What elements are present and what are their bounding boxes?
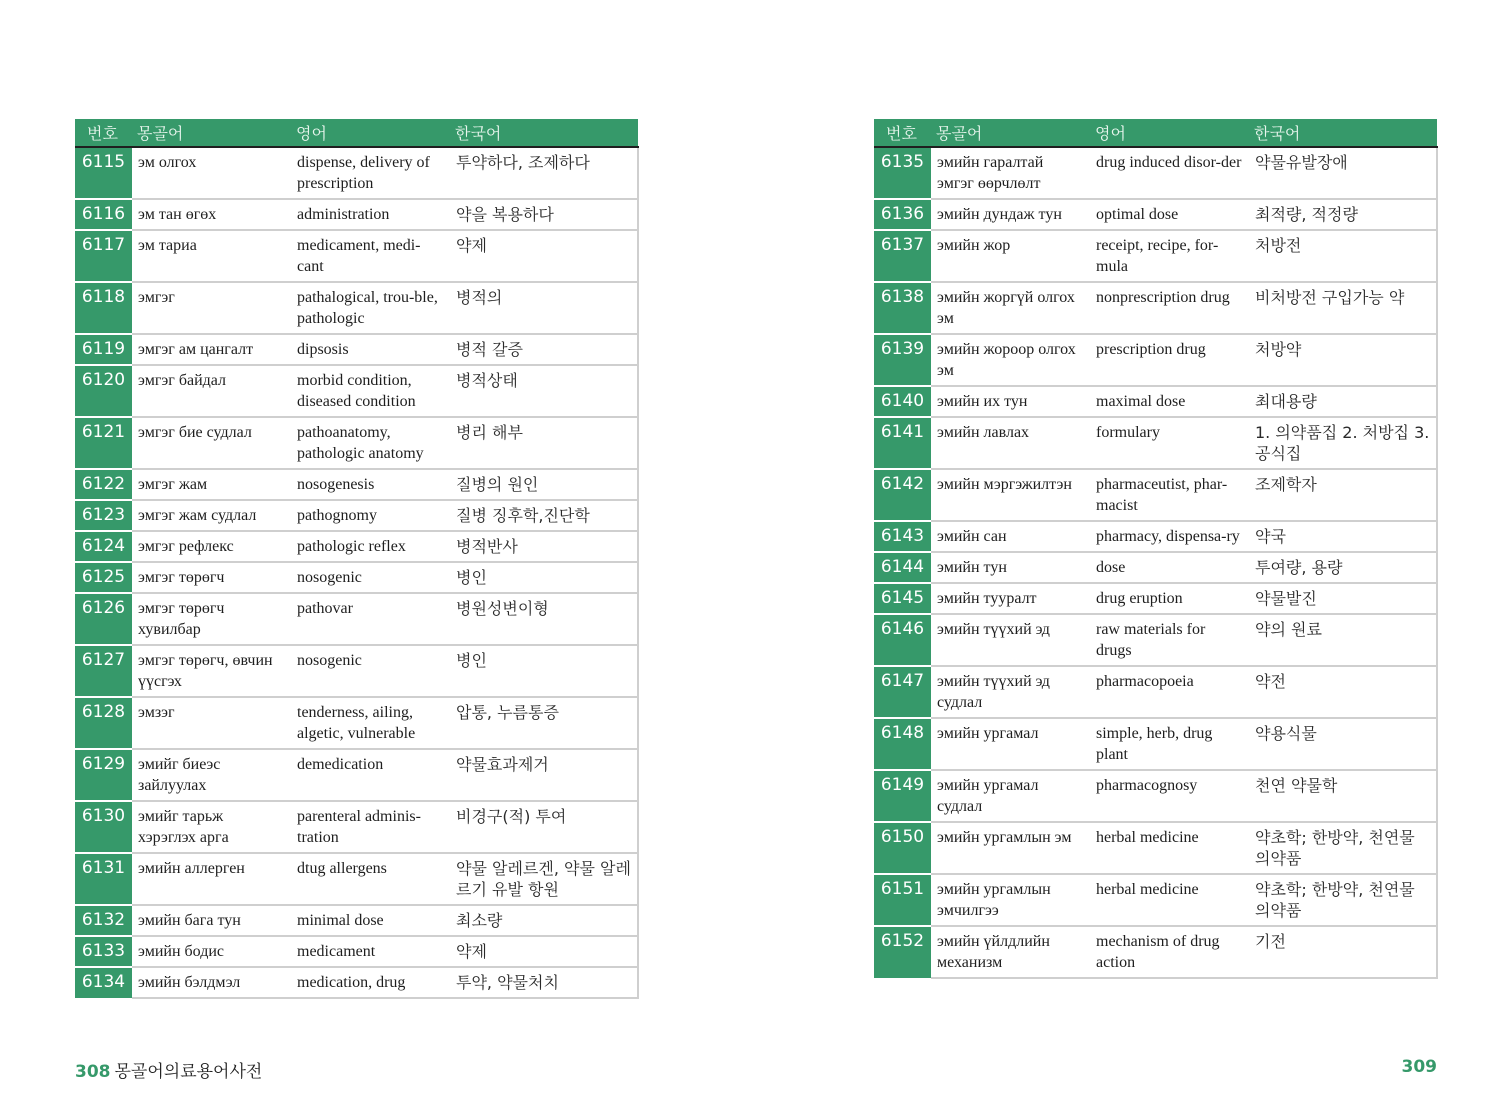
entry-number: 6129 (75, 749, 132, 801)
korean-term: 처방전 (1249, 230, 1437, 282)
table-row (874, 417, 1437, 469)
korean-term: 최소량 (450, 905, 638, 936)
entry-number: 6133 (75, 936, 132, 967)
korean-term: 비경구(적) 투여 (450, 801, 638, 853)
mongolian-term: эм тариа (132, 230, 291, 282)
mongolian-term: эмийн тууралт (931, 583, 1090, 614)
english-term: pathalogical, trou-ble, pathologic (291, 282, 450, 334)
right-dictionary-table (874, 119, 1438, 979)
table-row (874, 334, 1437, 386)
entry-number: 6126 (75, 593, 132, 645)
english-term: pharmacopoeia (1090, 666, 1249, 718)
entry-number: 6152 (874, 926, 931, 978)
english-term: pathovar (291, 593, 450, 645)
english-term: mechanism of drug action (1090, 926, 1249, 978)
mongolian-term: эмийн аллерген (132, 853, 291, 905)
korean-term: 압통, 누름통증 (450, 697, 638, 749)
korean-term: 약국 (1249, 521, 1437, 552)
english-term: nosogenesis (291, 469, 450, 500)
table-header-row (75, 119, 638, 147)
korean-term: 병적의 (450, 282, 638, 334)
entry-number: 6132 (75, 905, 132, 936)
english-term: demedication (291, 749, 450, 801)
mongolian-term: эмийн ургамал судлал (931, 770, 1090, 822)
korean-term: 약제 (450, 230, 638, 282)
table-row (75, 905, 638, 936)
table-row (75, 417, 638, 469)
english-term: parenteral adminis-tration (291, 801, 450, 853)
korean-term: 약전 (1249, 666, 1437, 718)
english-term: formulary (1090, 417, 1249, 469)
entry-number: 6144 (874, 552, 931, 583)
english-term: prescription drug (1090, 334, 1249, 386)
english-term: pharmacognosy (1090, 770, 1249, 822)
header-english: 영어 (291, 119, 450, 147)
table-row (75, 593, 638, 645)
english-term: pharmaceutist, phar-macist (1090, 469, 1249, 521)
korean-term: 투약하다, 조제하다 (450, 147, 638, 199)
page-number-left: 308 (75, 1062, 111, 1082)
mongolian-term: эмгэг төрөгч хувилбар (132, 593, 291, 645)
header-number: 번호 (874, 119, 931, 147)
korean-term: 투약, 약물처치 (450, 967, 638, 998)
table-row (874, 718, 1437, 770)
table-row (874, 469, 1437, 521)
mongolian-term: эмгэг жам (132, 469, 291, 500)
table-row (75, 147, 638, 199)
mongolian-term: эмийн ургамлын эм (931, 822, 1090, 874)
table-row (75, 282, 638, 334)
english-term: raw materials for drugs (1090, 614, 1249, 666)
entry-number: 6119 (75, 334, 132, 365)
korean-term: 약초학; 한방약, 천연물 의약품 (1249, 822, 1437, 874)
english-term: pathologic reflex (291, 531, 450, 562)
english-term: optimal dose (1090, 199, 1249, 230)
table-row (75, 562, 638, 593)
entry-number: 6149 (874, 770, 931, 822)
mongolian-term: эмийн жороор олгох эм (931, 334, 1090, 386)
table-row (75, 531, 638, 562)
entry-number: 6139 (874, 334, 931, 386)
table-row (75, 199, 638, 230)
english-term: morbid condition, diseased condition (291, 365, 450, 417)
table-row (75, 500, 638, 531)
korean-term: 병리 해부 (450, 417, 638, 469)
table-row (75, 697, 638, 749)
table-row (75, 365, 638, 417)
table-row (874, 230, 1437, 282)
entry-number: 6151 (874, 874, 931, 926)
entry-number: 6116 (75, 199, 132, 230)
mongolian-term: эмгэг төрөгч, өвчин үүсгэх (132, 645, 291, 697)
entry-number: 6130 (75, 801, 132, 853)
mongolian-term: эмийг биеэс зайлуулах (132, 749, 291, 801)
mongolian-term: эмгэг байдал (132, 365, 291, 417)
mongolian-term: эмийн лавлах (931, 417, 1090, 469)
table-row (75, 967, 638, 998)
header-korean: 한국어 (450, 119, 638, 147)
mongolian-term: эм тан өгөх (132, 199, 291, 230)
table-row (874, 614, 1437, 666)
mongolian-term: эмийн үйлдлийн механизм (931, 926, 1090, 978)
header-mongolian: 몽골어 (132, 119, 291, 147)
entry-number: 6123 (75, 500, 132, 531)
header-english: 영어 (1090, 119, 1249, 147)
mongolian-term: эмийн бодис (132, 936, 291, 967)
korean-term: 약용식물 (1249, 718, 1437, 770)
table-row (75, 334, 638, 365)
entry-number: 6124 (75, 531, 132, 562)
entry-number: 6121 (75, 417, 132, 469)
korean-term: 약물효과제거 (450, 749, 638, 801)
english-term: simple, herb, drug plant (1090, 718, 1249, 770)
entry-number: 6128 (75, 697, 132, 749)
korean-term: 질병의 원인 (450, 469, 638, 500)
korean-term: 약의 원료 (1249, 614, 1437, 666)
table-row (75, 853, 638, 905)
entry-number: 6147 (874, 666, 931, 718)
korean-term: 천연 약물학 (1249, 770, 1437, 822)
entry-number: 6117 (75, 230, 132, 282)
table-row (75, 749, 638, 801)
korean-term: 병인 (450, 562, 638, 593)
korean-term: 최적량, 적정량 (1249, 199, 1437, 230)
mongolian-term: эмийн ургамлын эмчилгээ (931, 874, 1090, 926)
mongolian-term: эмийн их тун (931, 386, 1090, 417)
english-term: dipsosis (291, 334, 450, 365)
english-term: maximal dose (1090, 386, 1249, 417)
korean-term: 질병 징후학,진단학 (450, 500, 638, 531)
entry-number: 6142 (874, 469, 931, 521)
footer-left (75, 1057, 262, 1082)
entry-number: 6122 (75, 469, 132, 500)
mongolian-term: эмийн бэлдмэл (132, 967, 291, 998)
entry-number: 6145 (874, 583, 931, 614)
entry-number: 6131 (75, 853, 132, 905)
table-row (874, 282, 1437, 334)
korean-term: 투여량, 용량 (1249, 552, 1437, 583)
table-row (874, 386, 1437, 417)
entry-number: 6137 (874, 230, 931, 282)
english-term: nosogenic (291, 645, 450, 697)
english-term: medication, drug (291, 967, 450, 998)
korean-term: 최대용량 (1249, 386, 1437, 417)
table-row (75, 469, 638, 500)
mongolian-term: эмийн түүхий эд судлал (931, 666, 1090, 718)
korean-term: 병원성변이형 (450, 593, 638, 645)
korean-term: 약물 알레르겐, 약물 알레르기 유발 항원 (450, 853, 638, 905)
table-row (874, 926, 1437, 978)
english-term: nonprescription drug (1090, 282, 1249, 334)
entry-number: 6141 (874, 417, 931, 469)
korean-term: 약물발진 (1249, 583, 1437, 614)
mongolian-term: эмийн бага тун (132, 905, 291, 936)
table-row (874, 147, 1437, 199)
mongolian-term: эм олгох (132, 147, 291, 199)
mongolian-term: эмийн гаралтай эмгэг өөрчлөлт (931, 147, 1090, 199)
korean-term: 병적반사 (450, 531, 638, 562)
header-korean: 한국어 (1249, 119, 1437, 147)
mongolian-term: эмийг тарьж хэрэглэх арга (132, 801, 291, 853)
entry-number: 6150 (874, 822, 931, 874)
table-row (874, 874, 1437, 926)
mongolian-term: эмийн түүхий эд (931, 614, 1090, 666)
entry-number: 6143 (874, 521, 931, 552)
entry-number: 6138 (874, 282, 931, 334)
mongolian-term: эмийн жоргүй олгох эм (931, 282, 1090, 334)
table-row (874, 583, 1437, 614)
korean-term: 처방약 (1249, 334, 1437, 386)
mongolian-term: эмийн сан (931, 521, 1090, 552)
entry-number: 6134 (75, 967, 132, 998)
mongolian-term: эмгэг жам судлал (132, 500, 291, 531)
english-term: dose (1090, 552, 1249, 583)
entry-number: 6127 (75, 645, 132, 697)
mongolian-term: эмийн мэргэжилтэн (931, 469, 1090, 521)
english-term: receipt, recipe, for-mula (1090, 230, 1249, 282)
english-term: administration (291, 199, 450, 230)
english-term: medicament (291, 936, 450, 967)
korean-term: 비처방전 구입가능 약 (1249, 282, 1437, 334)
english-term: pathognomy (291, 500, 450, 531)
mongolian-term: эмийн ургамал (931, 718, 1090, 770)
english-term: dtug allergens (291, 853, 450, 905)
table-row (874, 770, 1437, 822)
table-row (75, 801, 638, 853)
korean-term: 병적 갈증 (450, 334, 638, 365)
header-mongolian: 몽골어 (931, 119, 1090, 147)
english-term: drug eruption (1090, 583, 1249, 614)
entry-number: 6125 (75, 562, 132, 593)
korean-term: 약제 (450, 936, 638, 967)
english-term: tenderness, ailing, algetic, vulnerable (291, 697, 450, 749)
table-row (75, 936, 638, 967)
entry-number: 6146 (874, 614, 931, 666)
mongolian-term: эмгэг бие судлал (132, 417, 291, 469)
table-row (874, 199, 1437, 230)
entry-number: 6148 (874, 718, 931, 770)
entry-number: 6135 (874, 147, 931, 199)
table-row (75, 645, 638, 697)
english-term: minimal dose (291, 905, 450, 936)
english-term: herbal medicine (1090, 874, 1249, 926)
english-term: medicament, medi-cant (291, 230, 450, 282)
mongolian-term: эмгэг (132, 282, 291, 334)
entry-number: 6136 (874, 199, 931, 230)
english-term: dispense, delivery of prescription (291, 147, 450, 199)
mongolian-term: эмийн жор (931, 230, 1090, 282)
entry-number: 6120 (75, 365, 132, 417)
page-number-right: 309 (1401, 1057, 1437, 1077)
left-dictionary-table (75, 119, 639, 999)
header-number: 번호 (75, 119, 132, 147)
mongolian-term: эмгэг ам цангалт (132, 334, 291, 365)
korean-term: 약초학; 한방약, 천연물 의약품 (1249, 874, 1437, 926)
table-header-row (874, 119, 1437, 147)
table-row (874, 822, 1437, 874)
book-title: 몽골어의료용어사전 (114, 1062, 263, 1082)
korean-term: 병인 (450, 645, 638, 697)
entry-number: 6115 (75, 147, 132, 199)
mongolian-term: эмийн тун (931, 552, 1090, 583)
english-term: pharmacy, dispensa-ry (1090, 521, 1249, 552)
entry-number: 6140 (874, 386, 931, 417)
english-term: pathoanatomy, pathologic anatomy (291, 417, 450, 469)
table-row (874, 552, 1437, 583)
korean-term: 약을 복용하다 (450, 199, 638, 230)
korean-term: 조제학자 (1249, 469, 1437, 521)
english-term: drug induced disor-der (1090, 147, 1249, 199)
mongolian-term: эмзэг (132, 697, 291, 749)
mongolian-term: эмгэг төрөгч (132, 562, 291, 593)
mongolian-term: эмгэг рефлекс (132, 531, 291, 562)
table-row (874, 666, 1437, 718)
mongolian-term: эмийн дундаж тун (931, 199, 1090, 230)
english-term: herbal medicine (1090, 822, 1249, 874)
korean-term: 기전 (1249, 926, 1437, 978)
entry-number: 6118 (75, 282, 132, 334)
korean-term: 1. 의약품집 2. 처방집 3. 공식집 (1249, 417, 1437, 469)
english-term: nosogenic (291, 562, 450, 593)
table-row (75, 230, 638, 282)
korean-term: 약물유발장애 (1249, 147, 1437, 199)
table-row (874, 521, 1437, 552)
korean-term: 병적상태 (450, 365, 638, 417)
